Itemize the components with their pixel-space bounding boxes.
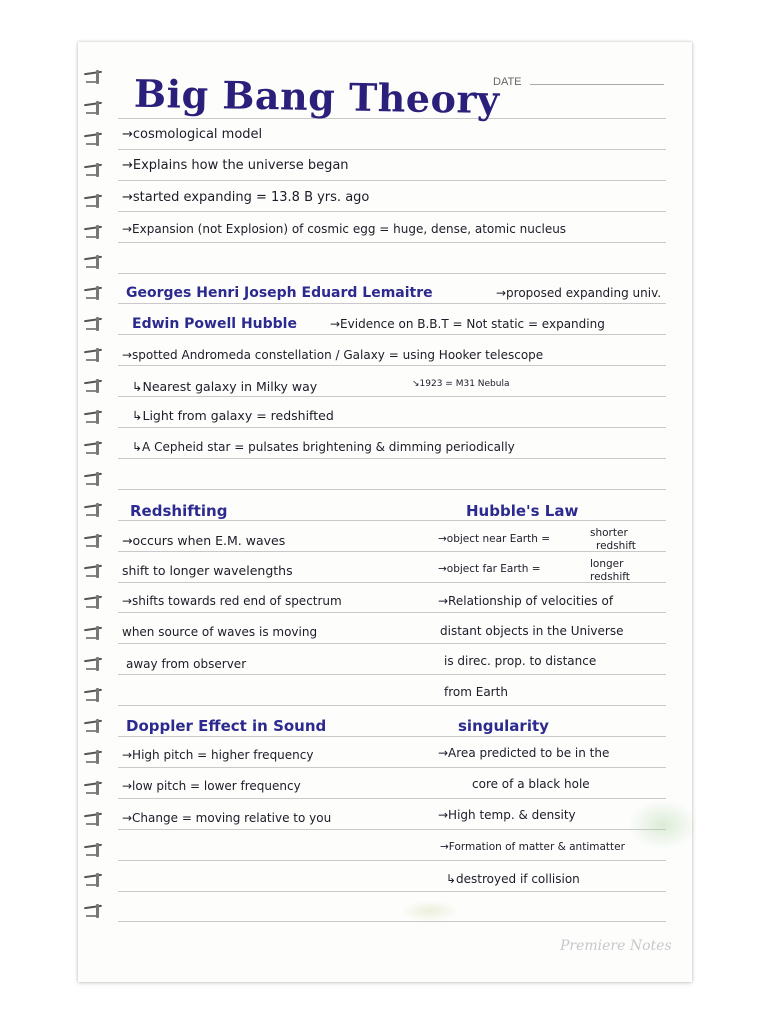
brand-watermark: Premiere Notes [560, 938, 672, 954]
hubbles-law-line-2: distant objects in the Universe [440, 624, 624, 638]
hubbles-law-far: →object far Earth = [438, 563, 541, 575]
binding-ring [82, 317, 104, 331]
singularity-line-1: →Area predicted to be in the [438, 746, 610, 760]
intro-line-3: →started expanding = 13.8 B yrs. ago [122, 190, 370, 205]
binding-ring [82, 70, 104, 84]
redshifting-line-1: →occurs when E.M. waves [122, 533, 286, 548]
redshifting-heading: Redshifting [130, 502, 228, 520]
ruled-line [118, 427, 666, 428]
ruled-line [118, 674, 666, 675]
binding-ring [82, 472, 104, 486]
ruled-line [118, 396, 666, 397]
binding-ring [82, 873, 104, 887]
ruled-line [118, 736, 666, 737]
ruled-line [118, 180, 666, 181]
binding-ring [82, 904, 104, 918]
watercolor-stain [628, 800, 698, 850]
binding-ring [82, 441, 104, 455]
hubbles-law-near-result-2: redshift [596, 540, 636, 552]
hubbles-law-far-result-1: longer [590, 558, 624, 570]
ruled-line [118, 551, 666, 552]
ruled-line [118, 211, 666, 212]
binding-ring [82, 503, 104, 517]
intro-line-1: →cosmological model [122, 127, 263, 142]
redshifting-line-3: →shifts towards red end of spectrum [122, 594, 342, 608]
singularity-line-2: core of a black hole [472, 777, 590, 791]
hubble-name: Edwin Powell Hubble [132, 316, 297, 332]
lemaitre-note: →proposed expanding univ. [496, 286, 662, 300]
binding-ring [82, 132, 104, 146]
binding-ring [82, 194, 104, 208]
binding-ring [82, 410, 104, 424]
ruled-line [118, 798, 666, 799]
ruled-line [118, 365, 666, 366]
ruled-line [118, 149, 666, 150]
binding-ring [82, 379, 104, 393]
binding-ring [82, 657, 104, 671]
ruled-line [118, 829, 666, 830]
binding-ring [82, 534, 104, 548]
hubbles-law-near-result-1: shorter [590, 527, 628, 539]
ruled-line [118, 582, 666, 583]
people-side-note: ↘1923 = M31 Nebula [412, 379, 510, 389]
binding-ring [82, 781, 104, 795]
page-title: Big Bang Theory [133, 70, 500, 123]
binding-ring [82, 163, 104, 177]
binding-ring [82, 843, 104, 857]
hubbles-law-heading: Hubble's Law [466, 502, 579, 520]
ruled-line [118, 334, 666, 335]
date-field-line [530, 84, 664, 85]
binding-ring [82, 564, 104, 578]
ruled-line [118, 458, 666, 459]
doppler-line-2: →low pitch = lower frequency [122, 779, 301, 793]
hubbles-law-near: →object near Earth = [438, 533, 550, 545]
intro-line-4: →Expansion (not Explosion) of cosmic egg = huge, dense, atomic nucleus [122, 222, 567, 236]
ruled-line [118, 612, 666, 613]
spiral-binding [82, 60, 112, 940]
people-line-4: ↳A Cepheid star = pulsates brightening & dimming periodically [132, 440, 515, 454]
doppler-heading: Doppler Effect in Sound [126, 717, 327, 735]
ruled-line [118, 767, 666, 768]
singularity-line-4: →Formation of matter & antimatter [440, 841, 625, 853]
ruled-line [118, 643, 666, 644]
binding-ring [82, 101, 104, 115]
binding-ring [82, 255, 104, 269]
binding-ring [82, 719, 104, 733]
people-line-3: ↳Light from galaxy = redshifted [132, 408, 334, 423]
redshifting-line-2: shift to longer wavelengths [122, 563, 293, 578]
redshifting-line-5: away from observer [126, 657, 247, 671]
singularity-heading: singularity [458, 717, 549, 735]
singularity-line-3: →High temp. & density [438, 808, 576, 822]
hubbles-law-line-1: →Relationship of velocities of [438, 594, 614, 608]
ruled-line [118, 242, 666, 243]
watercolor-stain-bottom [400, 900, 460, 922]
binding-ring [82, 286, 104, 300]
binding-ring [82, 595, 104, 609]
doppler-line-3: →Change = moving relative to you [122, 811, 332, 825]
hubble-note: →Evidence on B.B.T = Not static = expanding [330, 317, 605, 331]
intro-line-2: →Explains how the universe began [122, 158, 349, 173]
doppler-line-1: →High pitch = higher frequency [122, 748, 314, 762]
binding-ring [82, 225, 104, 239]
binding-ring [82, 812, 104, 826]
binding-ring [82, 348, 104, 362]
ruled-line [118, 303, 666, 304]
binding-ring [82, 626, 104, 640]
ruled-line [118, 705, 666, 706]
people-line-1: →spotted Andromeda constellation / Galaxy = using Hooker telescope [122, 348, 544, 362]
binding-ring [82, 750, 104, 764]
ruled-line [118, 860, 666, 861]
date-label: DATE [493, 76, 522, 88]
ruled-line [118, 489, 666, 490]
people-line-2: ↳Nearest galaxy in Milky way [132, 379, 318, 394]
hubbles-law-far-result-2: redshift [590, 571, 630, 583]
lemaitre-name: Georges Henri Joseph Eduard Lemaitre [126, 285, 433, 301]
ruled-line [118, 921, 666, 922]
binding-ring [82, 688, 104, 702]
redshifting-line-4: when source of waves is moving [122, 625, 318, 639]
ruled-line [118, 273, 666, 274]
singularity-line-5: ↳destroyed if collision [446, 872, 580, 886]
ruled-line [118, 891, 666, 892]
hubbles-law-line-3: is direc. prop. to distance [444, 654, 597, 668]
hubbles-law-line-4: from Earth [444, 685, 508, 699]
